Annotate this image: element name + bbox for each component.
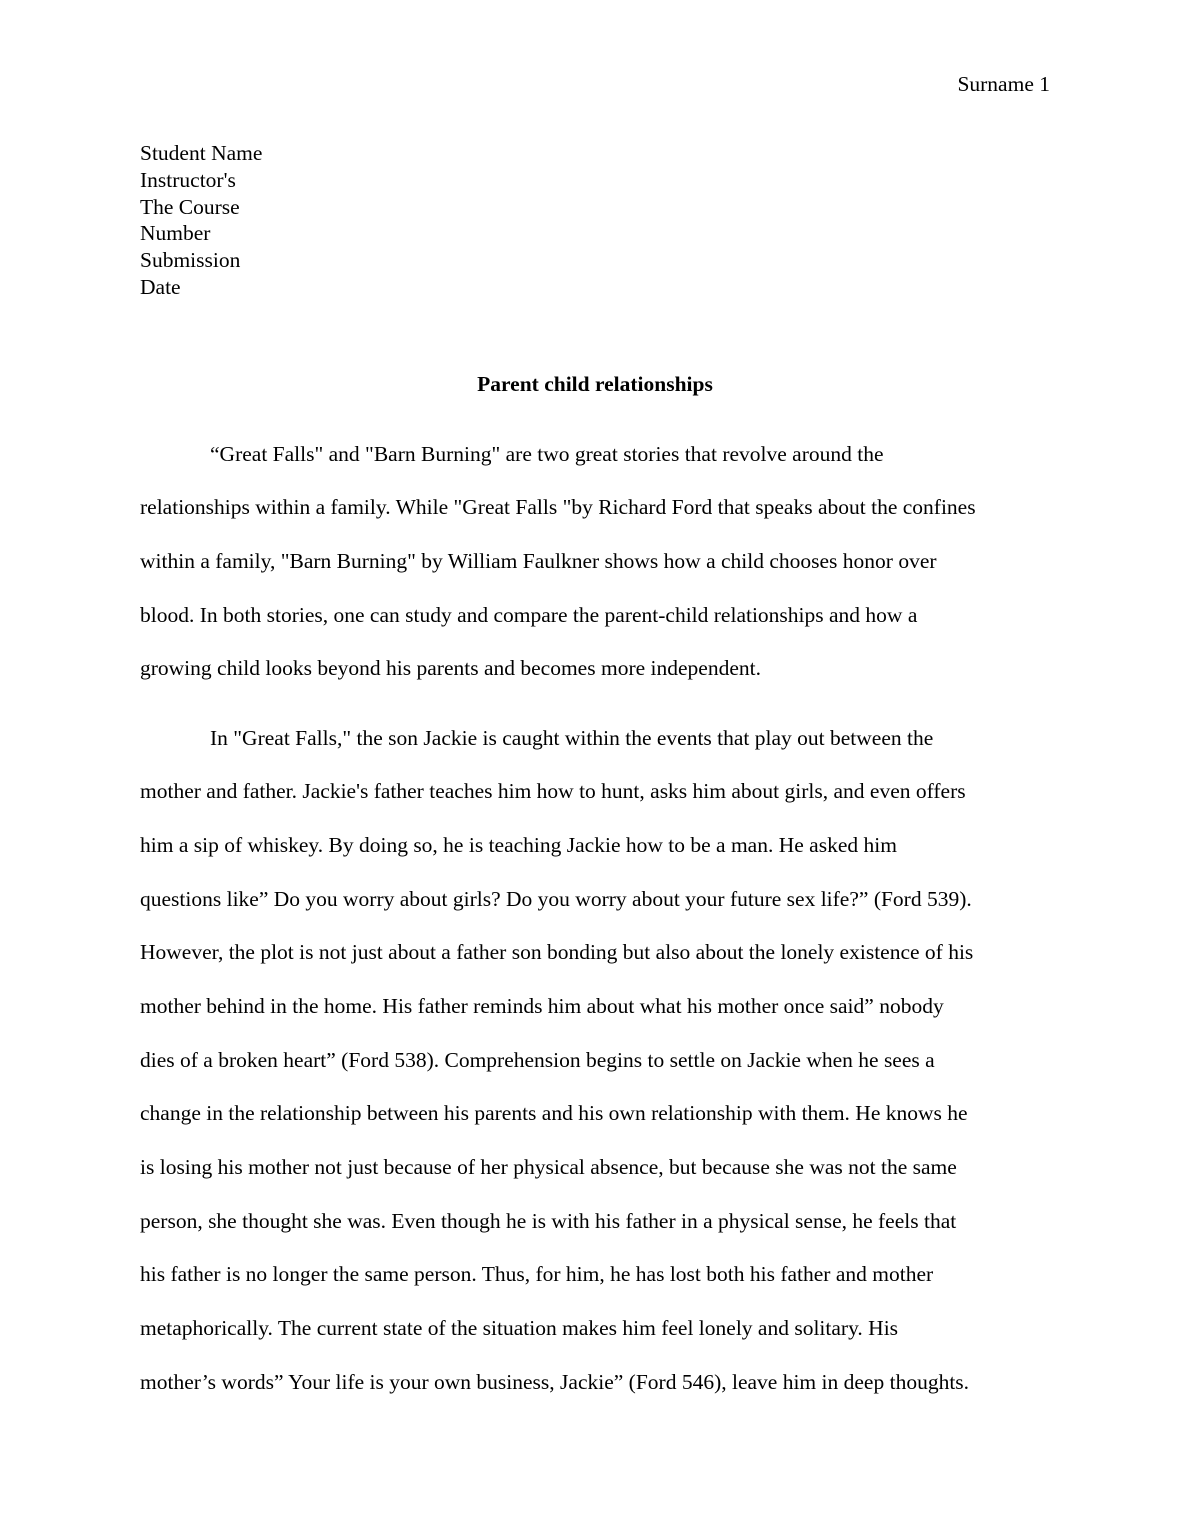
paragraph-2-line-4: questions like” Do you worry about girls? Do you worry about your future sex life?” (Ford 539). <box>140 887 972 911</box>
paragraph-2-line-3: him a sip of whiskey. By doing so, he is teaching Jackie how to be a man. He asked him <box>140 833 897 857</box>
course-line: The Course <box>140 194 240 219</box>
student-info-block <box>140 140 262 301</box>
paragraph-2-line-13: mother’s words” Your life is your own business, Jackie” (Ford 546), leave him in deep thoughts. <box>140 1370 970 1394</box>
paragraph-1-line-1: “Great Falls" and "Barn Burning" are two great stories that revolve around the <box>210 442 884 466</box>
paragraph-2-line-10: person, she thought she was. Even though he is with his father in a physical sense, he feels that <box>140 1209 957 1233</box>
date-line: Date <box>140 274 181 299</box>
paragraph-2-line-8: change in the relationship between his parents and his own relationship with them. He knows he <box>140 1101 968 1125</box>
student-name-line: Student Name <box>140 141 263 165</box>
document-title: Parent child relationships <box>477 372 713 396</box>
running-head: Surname 1 <box>957 72 1050 96</box>
paragraph-1-line-2: relationships within a family. While "Great Falls "by Richard Ford that speaks about the confines <box>140 495 976 519</box>
paragraph-2-line-9: is losing his mother not just because of her physical absence, but because she was not the same <box>140 1155 957 1179</box>
paragraph-2-line-5: However, the plot is not just about a father son bonding but also about the lonely existence of his <box>140 940 974 964</box>
paragraph-2-line-2: mother and father. Jackie's father teaches him how to hunt, asks him about girls, and even offers <box>140 779 966 803</box>
paragraph-2-line-1: In "Great Falls," the son Jackie is caught within the events that play out between the <box>210 726 934 750</box>
paragraph-1-line-3: within a family, "Barn Burning" by William Faulkner shows how a child chooses honor over <box>140 549 937 573</box>
instructor-line: Instructor's <box>140 167 236 192</box>
paragraph-1-line-5: growing child looks beyond his parents and becomes more independent. <box>140 656 761 680</box>
paragraph-1-line-4: blood. In both stories, one can study and compare the parent-child relationships and how a <box>140 603 918 627</box>
paragraph-2-line-7: dies of a broken heart” (Ford 538). Comprehension begins to settle on Jackie when he sees a <box>140 1048 935 1072</box>
number-line: Number <box>140 221 211 246</box>
paragraph-2-line-6: mother behind in the home. His father reminds him about what his mother once said” nobody <box>140 994 944 1018</box>
paragraph-2-line-11: his father is no longer the same person. Thus, for him, he has lost both his father and mother <box>140 1262 934 1286</box>
submission-line: Submission <box>140 248 241 273</box>
paragraph-2-line-12: metaphorically. The current state of the situation makes him feel lonely and solitary. His <box>140 1316 899 1340</box>
